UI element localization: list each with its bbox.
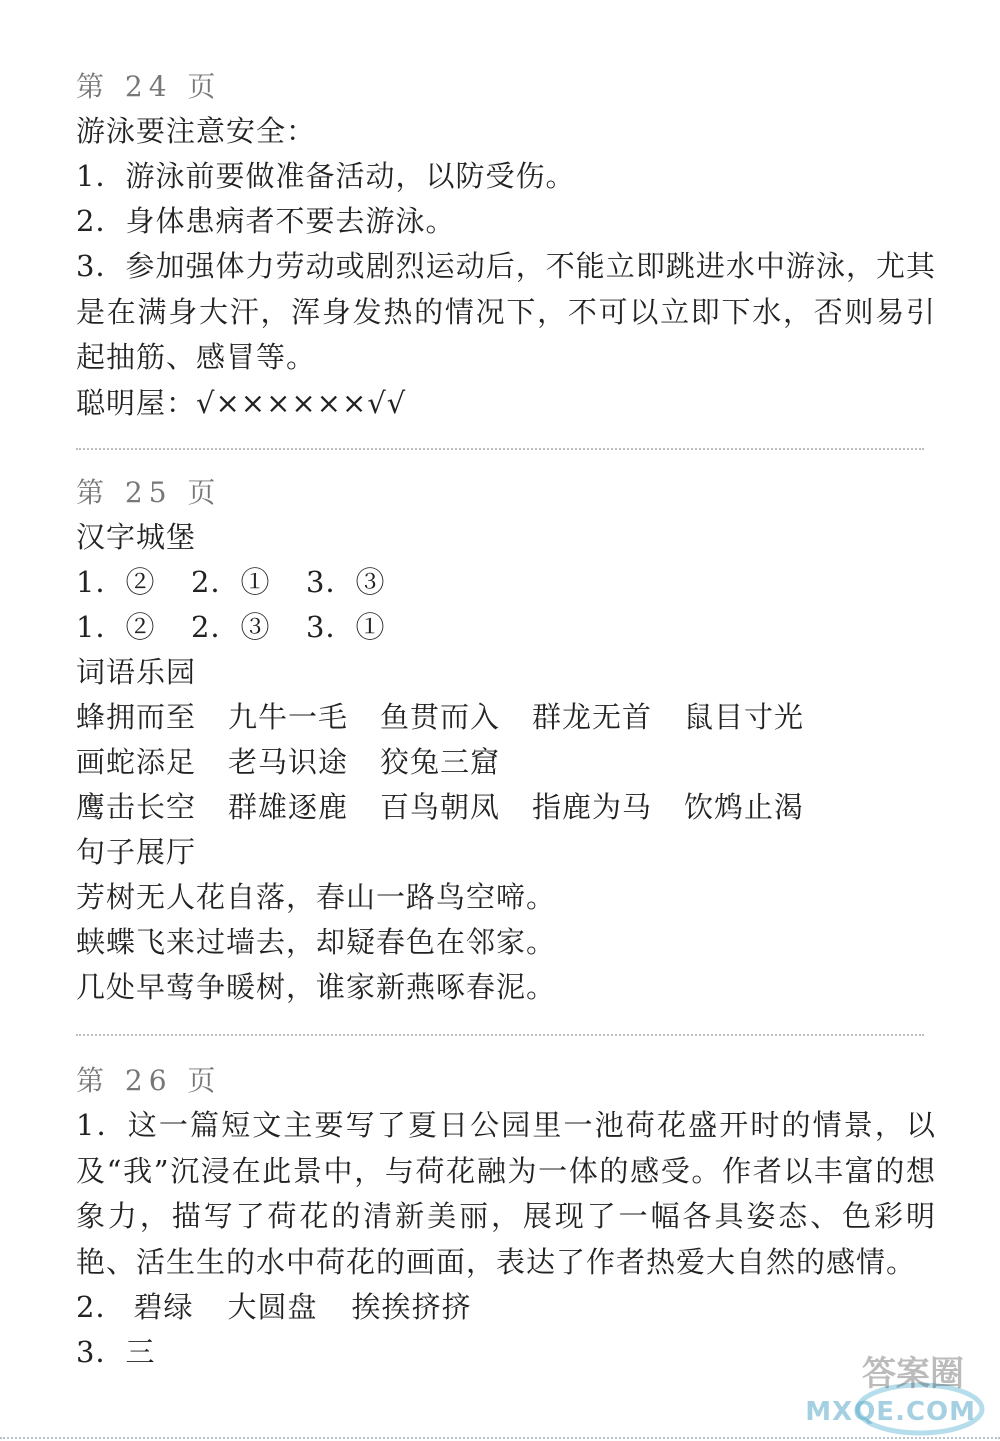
swim-safety-title: 游泳要注意安全： <box>76 114 317 148</box>
idiom: 老马识途 <box>228 745 349 779</box>
section-page-26 <box>76 1058 936 1375</box>
divider-2 <box>76 1034 924 1036</box>
castle-answer: 2．③ <box>191 610 271 644</box>
idiom-row-1 <box>76 695 936 740</box>
poem-line-2: 蛱蝶飞来过墙去，却疑春色在邻家。 <box>76 925 557 959</box>
lotus-answer-2 <box>76 1285 936 1330</box>
answer-word: 碧绿 <box>133 1290 194 1324</box>
section-page-25 <box>76 470 936 1010</box>
castle-answer: 3．① <box>306 610 386 644</box>
site-watermark <box>800 1351 990 1437</box>
idiom: 鱼贯而入 <box>380 700 501 734</box>
castle-row-2 <box>76 605 936 650</box>
lotus-answer-1: 1．这一篇短文主要写了夏日公园里一池荷花盛开时的情景，以及“我”沉浸在此景中，与荷花融为一体的感受。作者以丰富的想象力，描写了荷花的清新美丽，展现了一幅各具姿态、色彩明艳、活生生的水中荷花的画面，表达了作者热爱大自然的感情。 <box>76 1108 936 1279</box>
watermark-url: MXQE.COM <box>805 1397 976 1427</box>
word-park-title: 词语乐园 <box>76 655 197 689</box>
idiom: 群龙无首 <box>532 700 653 734</box>
idiom: 鹰击长空 <box>76 790 197 824</box>
page-25-heading: 第 25 页 <box>76 476 222 509</box>
castle-answer: 3．③ <box>306 565 386 599</box>
answer-word: 挨挨挤挤 <box>351 1290 472 1324</box>
castle-answer: 2．① <box>191 565 271 599</box>
idiom: 百鸟朝凤 <box>380 790 501 824</box>
poem-line-1: 芳树无人花自落，春山一路鸟空啼。 <box>76 880 557 914</box>
divider-1 <box>76 448 924 450</box>
idiom: 群雄逐鹿 <box>228 790 349 824</box>
watermark-top-text: 答案圈 <box>862 1354 964 1394</box>
idiom: 九牛一毛 <box>228 700 349 734</box>
answer-word: 大圆盘 <box>227 1290 318 1324</box>
lotus-answer-3: 3．三 <box>76 1335 156 1369</box>
idiom: 饮鸩止渴 <box>684 790 805 824</box>
idiom: 画蛇添足 <box>76 745 197 779</box>
idiom-row-2 <box>76 740 936 785</box>
swim-item-2: 2．身体患病者不要去游泳。 <box>76 204 456 238</box>
smart-house-answer: 聪明屋：√××××××√√ <box>76 385 407 420</box>
idiom: 指鹿为马 <box>532 790 653 824</box>
idiom: 狡兔三窟 <box>380 745 501 779</box>
swim-item-3: 3．参加强体力劳动或剧烈运动后，不能立即跳进水中游泳，尤其是在满身大汗，浑身发热的情况下，不可以立即下水，否则易引起抽筋、感冒等。 <box>76 249 936 374</box>
swim-item-1: 1．游泳前要做准备活动，以防受伤。 <box>76 159 576 193</box>
idiom: 鼠目寸光 <box>684 700 805 734</box>
idiom-row-3 <box>76 785 936 830</box>
answer-2-label: 2． <box>76 1290 126 1324</box>
castle-answer: 1．② <box>76 565 156 599</box>
page-bottom-border <box>0 1437 1000 1439</box>
page-24-heading: 第 24 页 <box>76 70 222 103</box>
sentence-hall-title: 句子展厅 <box>76 835 197 869</box>
poem-line-3: 几处早莺争暖树，谁家新燕啄春泥。 <box>76 970 557 1004</box>
idiom: 蜂拥而至 <box>76 700 197 734</box>
castle-answer: 1．② <box>76 610 156 644</box>
page-26-heading: 第 26 页 <box>76 1064 222 1097</box>
castle-row-1 <box>76 560 936 605</box>
hanzi-castle-title: 汉字城堡 <box>76 520 197 554</box>
section-page-24 <box>76 64 936 426</box>
